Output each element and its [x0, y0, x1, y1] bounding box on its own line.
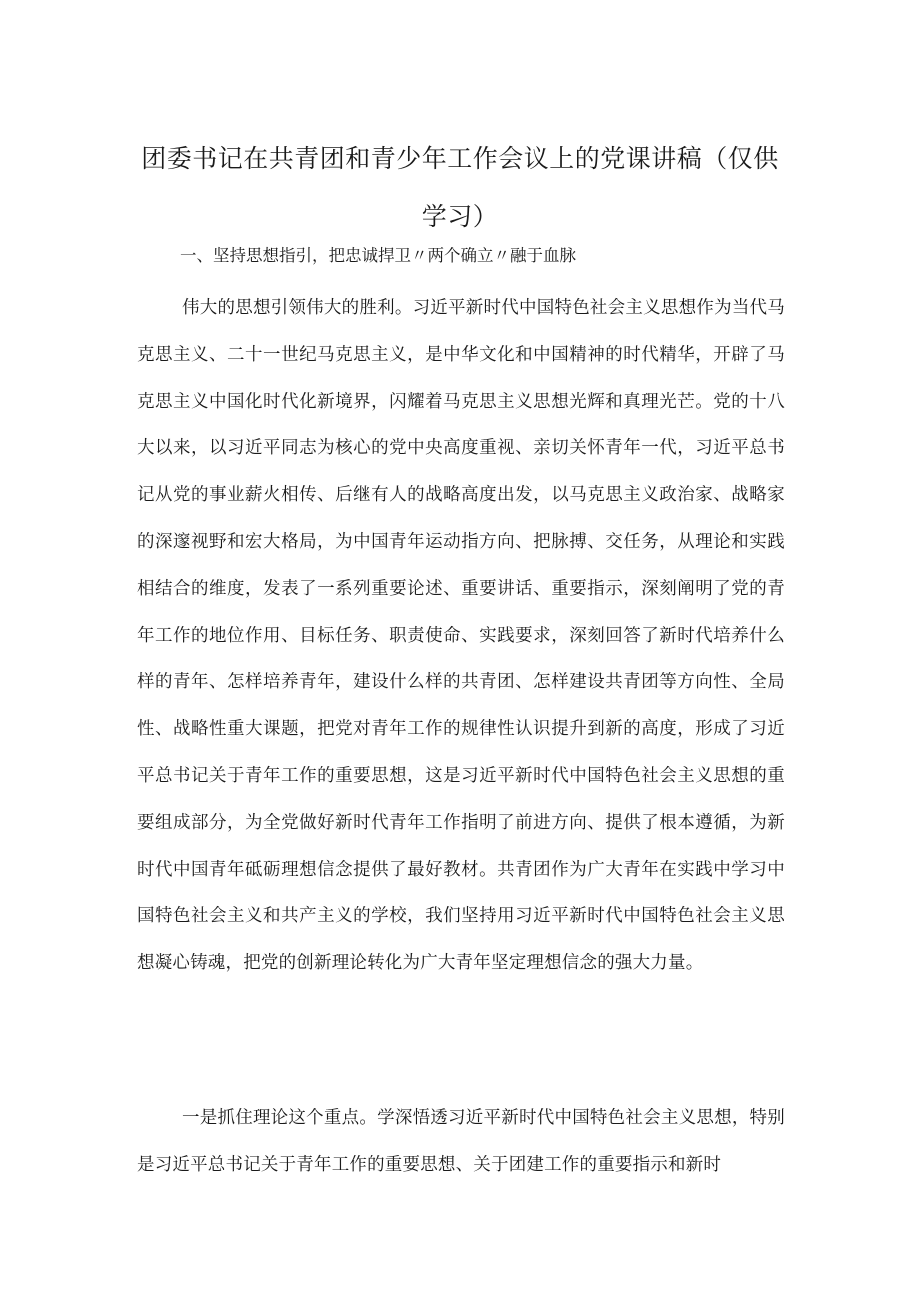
- document-title: 团委书记在共青团和青少年工作会议上的党课讲稿（仅供学习）: [141, 144, 779, 231]
- body-paragraph: 一是抓住理论这个重点。学深悟透习近平新时代中国特色社会主义思想，特别是习近平总书记关于青年工作的重要思想、关于团建工作的重要指示和新时: [137, 1108, 785, 1175]
- section-heading: 一、坚持思想指引，把忠诚捍卫〃两个确立〃融于血脉: [180, 246, 576, 265]
- body-paragraph: 伟大的思想引领伟大的胜利。习近平新时代中国特色社会主义思想作为当代马克思主义、二十一世纪马克思主义，是中华文化和中国精神的时代精华，开辟了马克思主义中国化时代化新境界，闪耀着马克思主义思想光辉和真理光芒。党的十八大以来，以习近平同志为核心的党中央高度重视、亲切关怀青年一代，习近平总书记从党的事业薪火相传、后继有人的战略高度出发，以马克思主义政治家、战略家的深邃视野和宏大格局，为中国青年运动指方向、把脉搏、交任务，从理论和实践相结合的维度，发表了一系列重要论述、重要讲话、重要指示，深刻阐明了党的青年工作的地位作用、目标任务、职责使命、实践要求，深刻回答了新时代培养什么样的青年、怎样培养青年，建设什么样的共青团、怎样建设共青团等方向性、全局性、战略性重大课题，把党对青年工作的规律性认识提升到新的高度，形成了习近平总书记关于青年工作的重要思想，这是习近平新时代中国特色社会主义思想的重要组成部分，为全党做好新时代青年工作指明了前进方向、提供了根本遵循，为新时代中国青年砥砺理想信念提供了最好教材。共青团作为广大青年在实践中学习中国特色社会主义和共产主义的学校，我们坚持用习近平新时代中国特色社会主义思想凝心铸魂，把党的创新理论转化为广大青年坚定理想信念的强大力量。: [137, 298, 785, 974]
